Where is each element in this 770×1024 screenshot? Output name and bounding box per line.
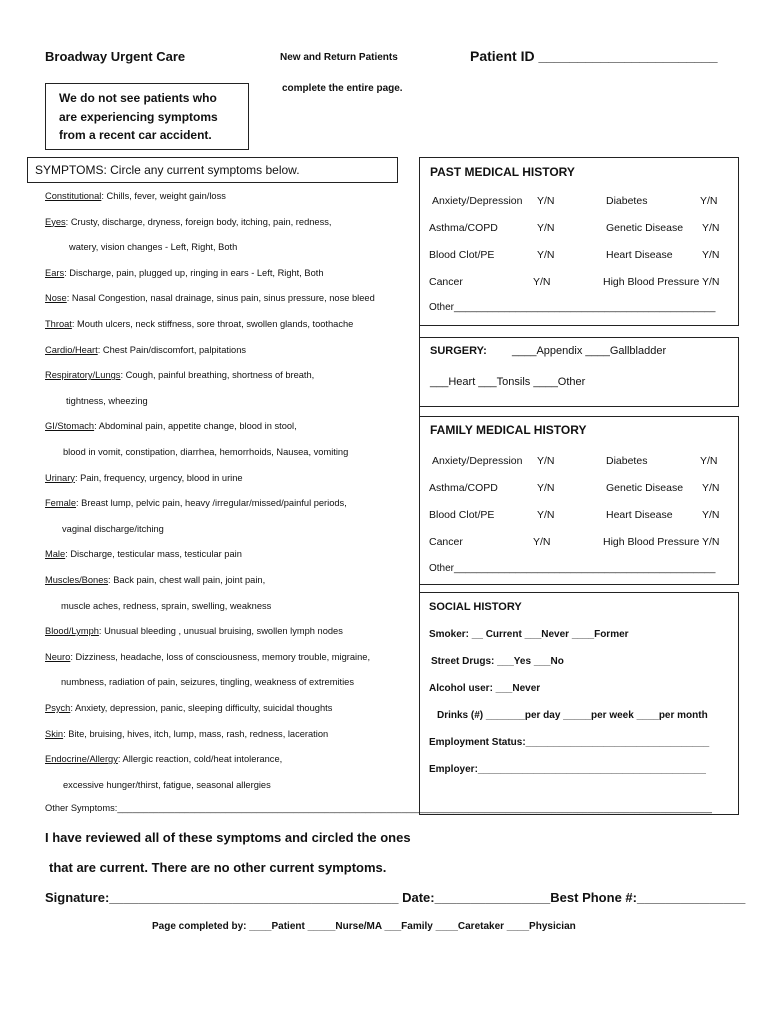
- symptom-text[interactable]: : Discharge, testicular mass, testicular pain: [65, 549, 242, 560]
- symptom-category: Male: [45, 549, 66, 560]
- condition-label: Diabetes: [606, 455, 648, 467]
- notice-line-2: are experiencing symptoms: [59, 110, 218, 124]
- symptom-row[interactable]: [45, 370, 314, 380]
- employment-status-field[interactable]: Employment Status:_________________________________: [429, 737, 710, 748]
- condition-label: Diabetes: [606, 195, 648, 207]
- surgery-title: SURGERY:: [430, 345, 487, 357]
- symptom-text[interactable]: blood in vomit, constipation, diarrhea, hemorrhoids, Nausea, vomiting: [63, 447, 349, 457]
- symptoms-title-box: [27, 157, 398, 183]
- family-medical-title: FAMILY MEDICAL HISTORY: [430, 423, 587, 437]
- symptom-row[interactable]: [45, 421, 297, 431]
- symptom-category: Eyes: [45, 216, 66, 227]
- symptom-text[interactable]: tightness, wheezing: [66, 395, 148, 406]
- symptom-row[interactable]: [45, 575, 265, 585]
- yes-no-option[interactable]: Y/N: [700, 195, 718, 207]
- yes-no-option[interactable]: Y/N: [533, 536, 551, 548]
- symptom-category: Throat: [45, 319, 72, 329]
- symptom-category: Endocrine/Allergy: [45, 754, 118, 765]
- symptom-category: Female: [45, 498, 77, 509]
- condition-label: Cancer: [429, 276, 463, 288]
- employer-field[interactable]: Employer:_________________________________________: [429, 764, 706, 775]
- condition-label: Heart Disease: [606, 249, 673, 261]
- symptom-text[interactable]: : Discharge, pain, plugged up, ringing in ears - Left, Right, Both: [64, 267, 324, 278]
- symptom-row[interactable]: [63, 780, 271, 790]
- page-completed-by[interactable]: Page completed by: ____Patient _____Nurse/MA ___Family ____Caretaker ____Physician: [152, 921, 576, 932]
- symptom-text[interactable]: excessive hunger/thirst, fatigue, seasonal allergies: [63, 779, 271, 790]
- symptom-category: Blood/Lymph: [45, 626, 99, 637]
- symptom-row[interactable]: [66, 396, 148, 406]
- symptom-row[interactable]: [45, 549, 242, 559]
- alcohol-user-field[interactable]: Alcohol user: ___Never: [429, 683, 541, 694]
- instruction-text: complete the entire page.: [282, 83, 403, 94]
- condition-label: Genetic Disease: [606, 482, 684, 494]
- yes-no-option[interactable]: Y/N: [702, 249, 720, 261]
- symptom-row[interactable]: [45, 729, 328, 739]
- attestation-line-1: I have reviewed all of these symptoms and circled the ones: [45, 830, 411, 845]
- symptom-text[interactable]: : Dizziness, headache, loss of consciousness, memory trouble, migraine,: [70, 651, 371, 662]
- symptom-text[interactable]: watery, vision changes - Left, Right, Both: [69, 242, 238, 253]
- symptom-row[interactable]: [45, 191, 226, 201]
- yes-no-option[interactable]: Y/N: [537, 455, 555, 467]
- attestation-line-2: that are current. There are no other current symptoms.: [49, 860, 387, 875]
- social-history-title: SOCIAL HISTORY: [429, 601, 522, 613]
- symptom-row[interactable]: [62, 524, 164, 534]
- family-medical-history-box: [419, 416, 739, 585]
- surgery-line-2[interactable]: ___Heart ___Tonsils ____Other: [430, 376, 586, 388]
- condition-label: Cancer: [429, 536, 463, 548]
- symptom-text[interactable]: numbness, radiation of pain, seizures, tingling, weakness of extremities: [61, 677, 355, 688]
- drinks-field[interactable]: Drinks (#) _______per day _____per week ____per month: [437, 710, 708, 721]
- symptom-row[interactable]: [45, 217, 331, 227]
- condition-label: Blood Clot/PE: [429, 249, 495, 261]
- condition-label: Genetic Disease: [606, 222, 684, 234]
- symptom-row[interactable]: [45, 652, 370, 662]
- past-medical-history-box: [419, 157, 739, 326]
- condition-label: High Blood Pressure: [603, 536, 700, 548]
- street-drugs-field[interactable]: Street Drugs: ___Yes ___No: [431, 656, 564, 667]
- symptom-category: GI/Stomach: [45, 421, 95, 432]
- surgery-box: [419, 337, 739, 407]
- car-accident-notice: [45, 83, 249, 150]
- surgery-line-1[interactable]: ____Appendix ____Gallbladder: [512, 345, 667, 357]
- past-medical-other-field[interactable]: Other_______________________________________________: [429, 302, 716, 313]
- yes-no-option[interactable]: Y/N: [537, 509, 555, 521]
- symptom-text[interactable]: : Crusty, discharge, dryness, foreign body, itching, pain, redness,: [65, 216, 332, 227]
- notice-line-1: We do not see patients who: [59, 91, 217, 105]
- past-medical-title: PAST MEDICAL HISTORY: [430, 165, 575, 179]
- symptoms-title: SYMPTOMS: Circle any current symptoms below.: [35, 163, 300, 177]
- symptom-row[interactable]: [45, 293, 375, 303]
- symptom-text[interactable]: : Nasal Congestion, nasal drainage, sinus pain, sinus pressure, nose bleed: [66, 293, 375, 304]
- symptom-category: Urinary: [45, 472, 75, 483]
- symptom-category: Ears: [45, 267, 65, 278]
- symptom-category: Psych: [45, 703, 71, 713]
- symptom-row[interactable]: [45, 703, 332, 713]
- symptom-text[interactable]: : Unusual bleeding , unusual bruising, swollen lymph nodes: [98, 626, 343, 637]
- symptom-text[interactable]: : Breast lump, pelvic pain, heavy /irregular/missed/painful periods,: [76, 498, 347, 509]
- condition-label: Heart Disease: [606, 509, 673, 521]
- yes-no-option[interactable]: Y/N: [533, 276, 551, 288]
- yes-no-option[interactable]: Y/N: [537, 482, 555, 494]
- symptom-text[interactable]: : Allergic reaction, cold/heat intolerance,: [117, 754, 283, 765]
- yes-no-option[interactable]: Y/N: [702, 482, 720, 494]
- family-medical-other-field[interactable]: Other_______________________________________________: [429, 563, 716, 574]
- condition-label: Blood Clot/PE: [429, 509, 495, 521]
- yes-no-option[interactable]: Y/N: [702, 276, 720, 288]
- symptom-text[interactable]: muscle aches, redness, sprain, swelling, weakness: [61, 600, 272, 611]
- symptom-row[interactable]: [69, 242, 237, 252]
- patient-type: New and Return Patients: [280, 52, 398, 63]
- symptom-row[interactable]: [63, 447, 348, 457]
- condition-label: Anxiety/Depression: [432, 195, 523, 207]
- symptom-row[interactable]: [45, 473, 243, 483]
- symptom-text[interactable]: : Anxiety, depression, panic, sleeping difficulty, suicidal thoughts: [70, 703, 333, 713]
- symptom-category: Neuro: [45, 651, 71, 662]
- symptom-category: Respiratory/Lungs: [45, 370, 121, 381]
- symptom-row[interactable]: [45, 498, 347, 508]
- symptom-text[interactable]: : Mouth ulcers, neck stiffness, sore throat, swollen glands, toothache: [71, 319, 354, 329]
- condition-label: Anxiety/Depression: [432, 455, 523, 467]
- smoker-field[interactable]: Smoker: __ Current ___Never ____Former: [429, 629, 629, 640]
- patient-id-field[interactable]: Patient ID _______________________: [470, 48, 718, 64]
- notice-line-3: from a recent car accident.: [59, 128, 212, 142]
- symptom-row[interactable]: [61, 601, 271, 611]
- symptom-category: Muscles/Bones: [45, 575, 109, 585]
- social-history-box: [419, 592, 739, 815]
- symptom-row[interactable]: [45, 268, 324, 278]
- yes-no-option[interactable]: Y/N: [702, 222, 720, 234]
- condition-label: Asthma/COPD: [429, 482, 498, 494]
- symptom-text[interactable]: : Abdominal pain, appetite change, blood in stool,: [94, 421, 297, 432]
- symptom-text[interactable]: : Back pain, chest wall pain, joint pain,: [108, 575, 266, 585]
- yes-no-option[interactable]: Y/N: [537, 222, 555, 234]
- yes-no-option[interactable]: Y/N: [702, 509, 720, 521]
- signature-line[interactable]: Signature:________________________________________ Date:________________Best Phone #:_______________: [45, 890, 746, 905]
- symptom-text[interactable]: vaginal discharge/itching: [62, 523, 164, 534]
- symptom-row[interactable]: [61, 677, 354, 687]
- symptom-category: Skin: [45, 728, 64, 739]
- symptom-text[interactable]: : Pain, frequency, urgency, blood in urine: [74, 472, 243, 483]
- symptom-row[interactable]: [45, 626, 343, 636]
- yes-no-option[interactable]: Y/N: [537, 249, 555, 261]
- yes-no-option[interactable]: Y/N: [537, 195, 555, 207]
- condition-label: High Blood Pressure: [603, 276, 700, 288]
- clinic-name: Broadway Urgent Care: [45, 49, 186, 64]
- condition-label: Asthma/COPD: [429, 222, 498, 234]
- symptom-row[interactable]: [45, 754, 282, 764]
- symptom-text[interactable]: : Chest Pain/discomfort, palpitations: [97, 344, 247, 355]
- symptom-text[interactable]: : Chills, fever, weight gain/loss: [101, 191, 226, 201]
- symptom-category: Cardio/Heart: [45, 344, 98, 355]
- symptom-category: Nose: [45, 293, 67, 304]
- symptom-text[interactable]: : Bite, bruising, hives, itch, lump, mass, rash, redness, laceration: [63, 728, 329, 739]
- symptom-row[interactable]: [45, 319, 353, 329]
- symptom-text[interactable]: : Cough, painful breathing, shortness of breath,: [120, 370, 315, 381]
- symptom-row[interactable]: [45, 345, 246, 355]
- other-symptoms-field[interactable]: Other Symptoms:___________________________________________________________________________________________________________________: [45, 803, 712, 813]
- yes-no-option[interactable]: Y/N: [702, 536, 720, 548]
- symptom-category: Constitutional: [45, 191, 102, 201]
- yes-no-option[interactable]: Y/N: [700, 455, 718, 467]
